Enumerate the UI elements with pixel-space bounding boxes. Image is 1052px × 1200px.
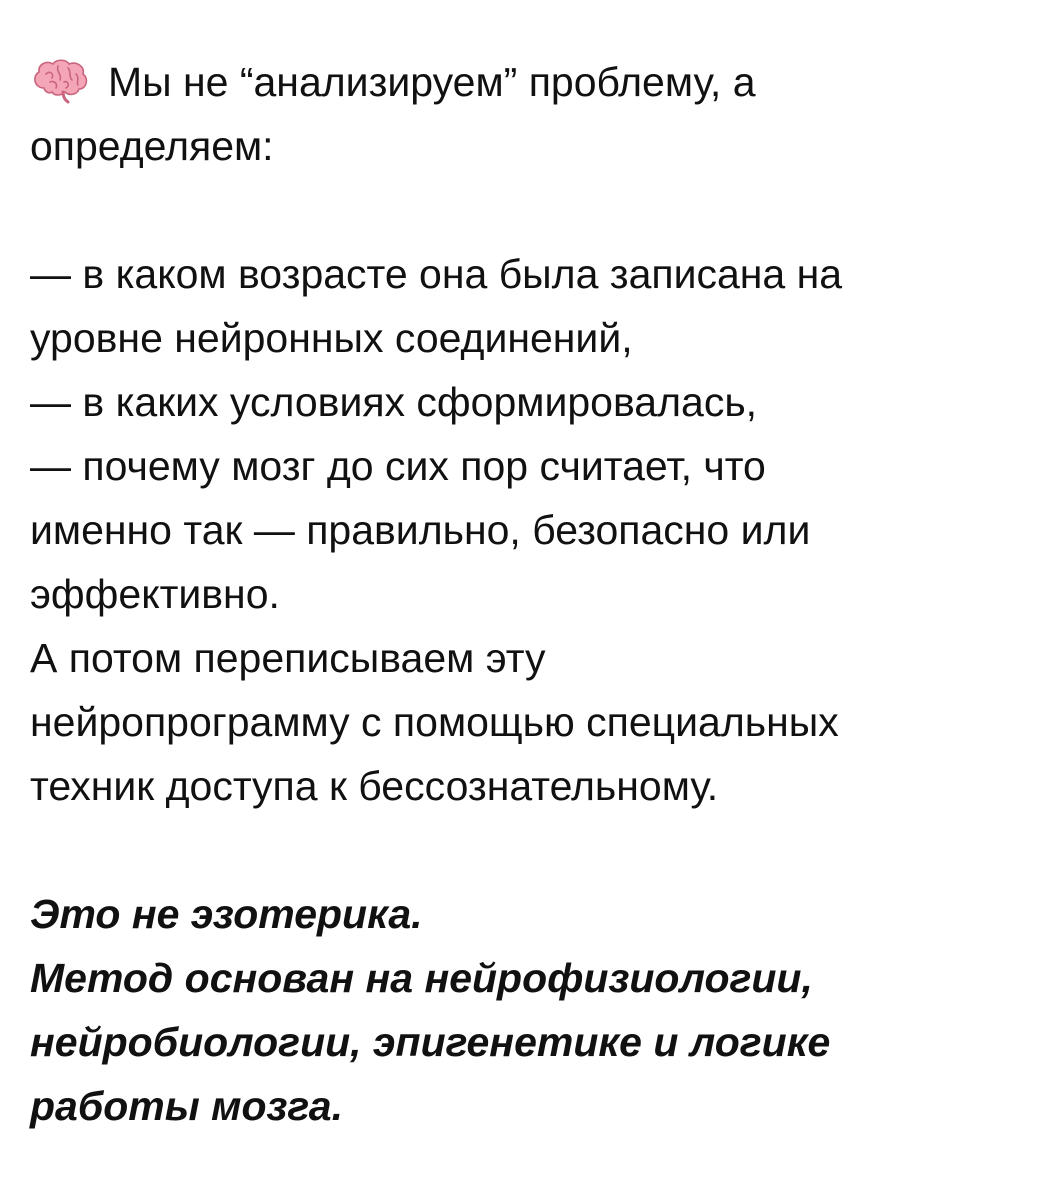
emphasis-line-1: Это не эзотерика. [30, 891, 423, 937]
emphasis-line-4: работы мозга. [30, 1083, 343, 1129]
paragraph-gap [30, 818, 1030, 882]
followup-line-2: нейропрограмму с помощью специальных [30, 699, 839, 745]
emphasis-line-3: нейробиологии, эпигенетике и логике [30, 1019, 831, 1065]
followup-line-3: техник доступа к бессознательному. [30, 763, 719, 809]
list-line-2: уровне нейронных соединений, [30, 315, 633, 361]
intro-line-1 [30, 50, 1030, 114]
brain-icon [30, 58, 90, 104]
intro-line-2: определяем: [30, 123, 274, 169]
followup-line-1: А потом переписываем эту [30, 635, 546, 681]
list-line-6: эффективно. [30, 571, 280, 617]
list-line-5: именно так — правильно, безопасно или [30, 507, 811, 553]
list-line-1: — в каком возрасте она была записана на [30, 251, 843, 297]
post-text [30, 50, 1030, 1138]
intro-text-1: Мы не “анализируем” проблему, а [108, 59, 756, 105]
emphasis-line-2: Метод основан на нейрофизиологии, [30, 955, 813, 1001]
list-line-4: — почему мозг до сих пор считает, что [30, 443, 766, 489]
paragraph-gap [30, 178, 1030, 242]
list-line-3: — в каких условиях сформировалась, [30, 379, 758, 425]
